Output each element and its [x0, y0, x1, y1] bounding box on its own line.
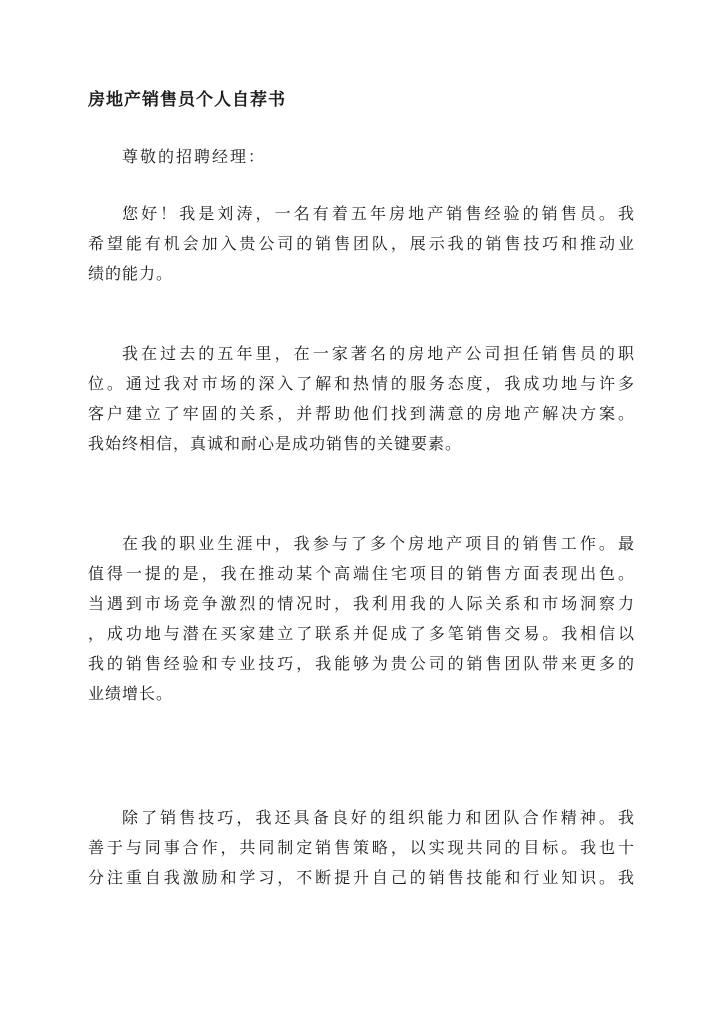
paragraph-line: 分注重自我激励和学习，不断提升自己的销售技能和行业知识。我 [88, 868, 634, 887]
paragraph-line: 值得一提的是，我在推动某个高端住宅项目的销售方面表现出色。 [88, 564, 634, 583]
paragraph-line: 我的销售经验和专业技巧，我能够为贵公司的销售团队带来更多的 [88, 654, 634, 673]
paragraph-line: ，成功地与潜在买家建立了联系并促成了多笔销售交易。我相信以 [88, 624, 634, 643]
paragraph-line: 业绩增长。 [88, 684, 174, 703]
paragraph-line: 我始终相信，真诚和耐心是成功销售的关键要素。 [88, 434, 463, 453]
paragraph-line: 位。通过我对市场的深入了解和热情的服务态度，我成功地与许多 [88, 374, 634, 393]
paragraph-line: 希望能有机会加入贵公司的销售团队，展示我的销售技巧和推动业 [88, 234, 634, 253]
paragraph-line: 我在过去的五年里，在一家著名的房地产公司担任销售员的职 [122, 344, 634, 363]
paragraph-2 [88, 339, 634, 459]
paragraph-line: 除了销售技巧，我还具备良好的组织能力和团队合作精神。我 [122, 808, 634, 827]
salutation: 尊敬的招聘经理： [122, 147, 267, 166]
paragraph-line: 善于与同事合作，共同制定销售策略，以实现共同的目标。我也十 [88, 838, 634, 857]
paragraph-3 [88, 529, 634, 709]
paragraph-1 [88, 199, 634, 289]
paragraph-line: 绩的能力。 [88, 264, 174, 283]
paragraph-line: 在我的职业生涯中，我参与了多个房地产项目的销售工作。最 [122, 534, 634, 553]
paragraph-line: 您好！我是刘涛，一名有着五年房地产销售经验的销售员。我 [122, 204, 634, 223]
document-title: 房地产销售员个人自荐书 [88, 90, 286, 110]
paragraph-line: 客户建立了牢固的关系，并帮助他们找到满意的房地产解决方案。 [88, 404, 634, 423]
paragraph-4 [88, 803, 634, 893]
paragraph-line: 当遇到市场竞争激烈的情况时，我利用我的人际关系和市场洞察力 [88, 594, 634, 613]
